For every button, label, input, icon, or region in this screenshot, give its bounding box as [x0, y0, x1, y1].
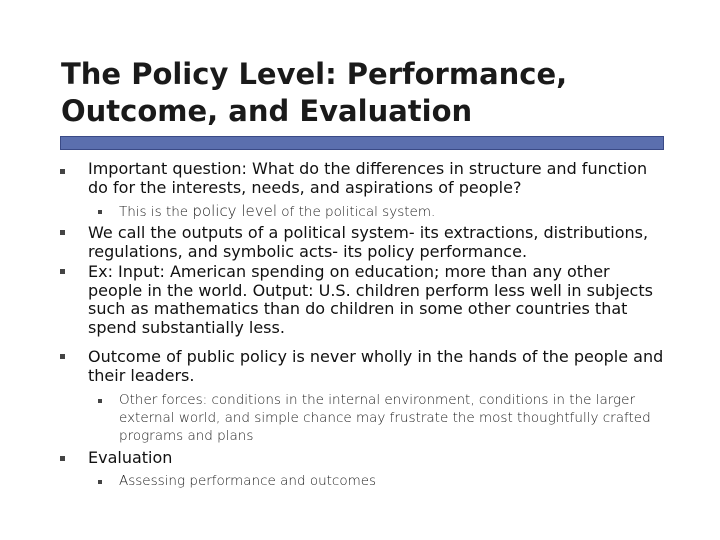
bullet-1-text: Important question: What do the differences in structure and function do for the interests, needs, and aspirations of people?: [88, 159, 648, 197]
bullet-4-sub-text: Other forces: conditions in the internal environment, conditions in the larger external world, and simple chance may frustrate the most thoughtfully crafted programs and plans: [119, 392, 651, 444]
sub-bullet-square-icon: [98, 480, 102, 484]
title-divider-bar: [60, 136, 664, 150]
bullet-5-sub-text: Assessing performance and outcomes: [119, 473, 377, 489]
sub-bullet-square-icon: [98, 399, 102, 403]
bullet-square-icon: [60, 354, 65, 359]
slide-title: [61, 56, 701, 130]
bullet-1-sub-text-post: of the political system.: [277, 204, 436, 220]
bullet-1-sub-text: [119, 202, 664, 221]
bullet-2-text: We call the outputs of a political system- its extractions, distributions, regulations, and symbolic acts- its policy performance.: [88, 223, 649, 261]
bullet-1-sub-text-emphasis: policy level: [192, 202, 278, 220]
sub-bullet-square-icon: [98, 210, 102, 214]
bullet-square-icon: [60, 269, 65, 274]
slide-title-line-2: Outcome, and Evaluation: [61, 94, 473, 128]
bullet-3-text: Ex: Input: American spending on education; more than any other people in the world. Output: U.S. children perform less well in subjects such as mathematics than do children in some other countries that spend substantially less.: [88, 262, 653, 337]
bullet-square-icon: [60, 230, 65, 235]
bullet-square-icon: [60, 169, 65, 174]
bullet-4-text: Outcome of public policy is never wholly in the hands of the people and their leaders.: [88, 347, 664, 385]
bullet-square-icon: [60, 456, 65, 461]
slide-title-line-1: The Policy Level: Performance,: [61, 57, 568, 91]
bullet-5-text: Evaluation: [88, 448, 173, 467]
bullet-1-sub-text-pre: This is the: [119, 204, 193, 220]
